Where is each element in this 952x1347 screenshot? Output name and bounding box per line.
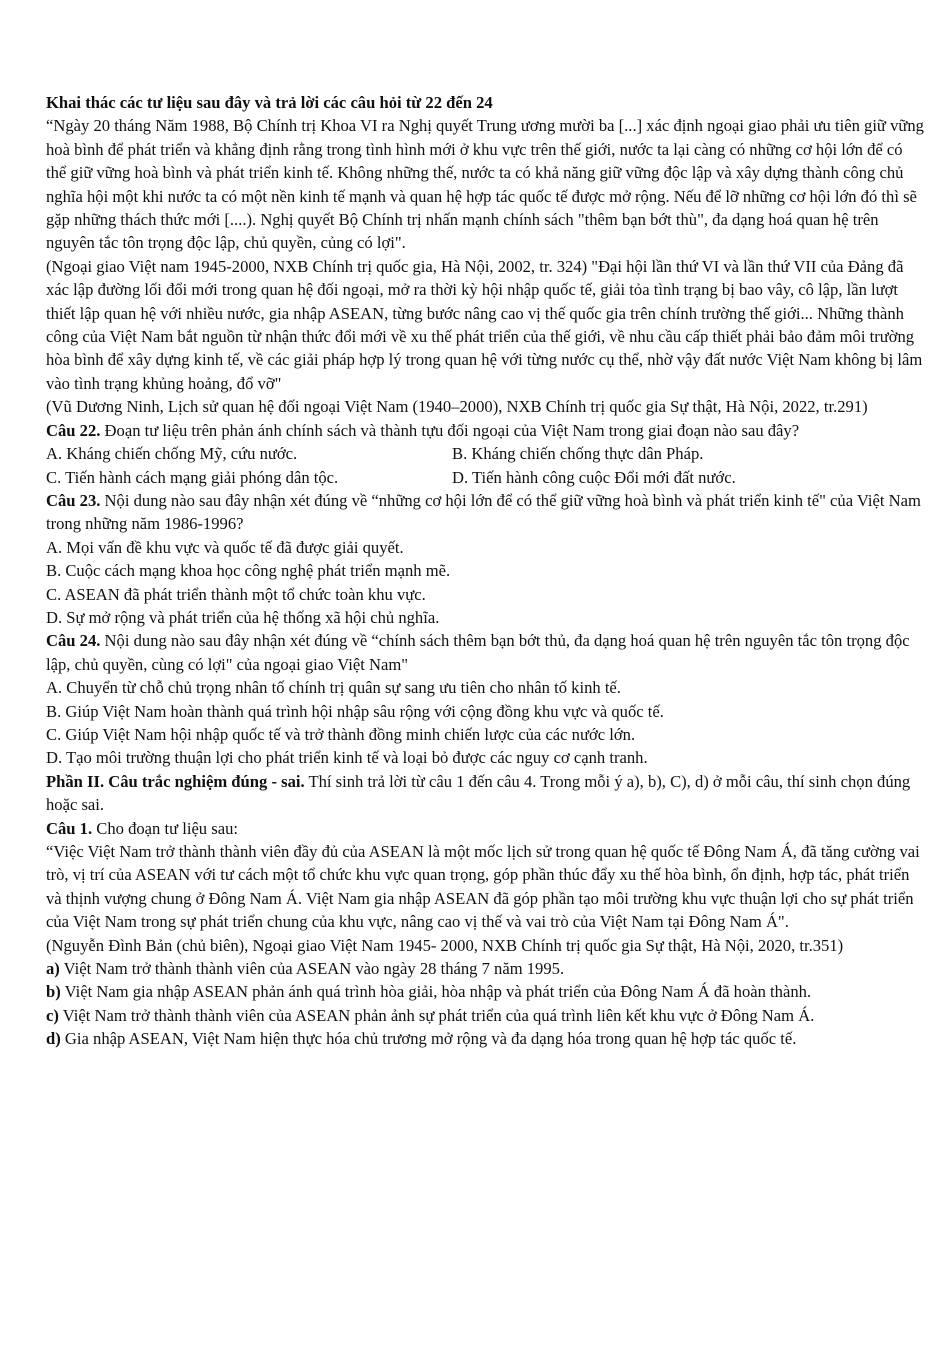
question-24 — [46, 629, 926, 676]
question-text: Đoạn tư liệu trên phản ánh chính sách và thành tựu đối ngoại của Việt Nam trong giai đoạn nào sau đây? — [100, 420, 800, 440]
question-text: Cho đoạn tư liệu sau: — [92, 818, 238, 838]
question-label: Câu 1. — [46, 818, 93, 838]
option-d: D. Sự mở rộng và phát triển của hệ thống xã hội chủ nghĩa. — [46, 607, 440, 627]
option-d: D. Tiến hành công cuộc Đổi mới đất nước. — [452, 467, 736, 487]
statement-a — [46, 957, 926, 980]
statement-label: a) — [46, 959, 60, 979]
document-body — [46, 91, 926, 1051]
question-1-source: (Nguyễn Đình Bản (chủ biên), Ngoại giao Việt Nam 1945- 2000, NXB Chính trị quốc gia Sự thật, Hà Nội, 2020, tr.351) — [46, 935, 844, 955]
statement-text: Gia nhập ASEAN, Việt Nam hiện thực hóa chủ trương mở rộng và đa dạng hóa trong quan hệ hợp tác quốc tế. — [60, 1029, 797, 1049]
question-label: Câu 24. — [46, 631, 101, 651]
question-23 — [46, 489, 926, 536]
option-c: C. Giúp Việt Nam hội nhập quốc tế và trở thành đồng minh chiến lược của các nước lớn. — [46, 724, 636, 744]
statement-b — [46, 980, 926, 1003]
part-2-label: Phần II. Câu trắc nghiệm đúng - sai. — [46, 771, 305, 791]
section-heading: Khai thác các tư liệu sau đây và trả lời các câu hỏi từ 22 đến 24 — [46, 93, 493, 112]
option-c: C. ASEAN đã phát triển thành một tổ chức toàn khu vực. — [46, 584, 426, 604]
statement-text: Việt Nam trở thành thành viên của ASEAN vào ngày 28 tháng 7 năm 1995. — [59, 959, 565, 979]
option-a: A. Chuyển từ chỗ chủ trọng nhân tố chính trị quân sự sang ưu tiên cho nhân tố kinh tế. — [46, 678, 621, 698]
passage-2-source: (Vũ Dương Ninh, Lịch sử quan hệ đối ngoại Việt Nam (1940–2000), NXB Chính trị quốc gia Sự thật, Hà Nội, 2022, tr.291) — [46, 397, 868, 417]
statement-label: b) — [46, 982, 61, 1002]
option-a: A. Mọi vấn đề khu vực và quốc tế đã được giải quyết. — [46, 537, 404, 557]
statement-label: d) — [46, 1029, 61, 1049]
option-c: C. Tiến hành cách mạng giải phóng dân tộc. — [46, 467, 339, 487]
question-22-options — [46, 442, 926, 489]
question-label: Câu 22. — [46, 420, 101, 440]
statement-label: c) — [46, 1005, 59, 1025]
passage-2: (Ngoại giao Việt nam 1945-2000, NXB Chính trị quốc gia, Hà Nội, 2002, tr. 324) "Đại hội lần thứ VI và lần thứ VII của Đảng đã xác lập đường lối đổi mới trong quan hệ đối ngoại, mở ra thời kỳ hội nhập quốc tế, giải tỏa tình trạng bị bao vây, cô lập, lần lượt thiết lập quan hệ với nhiều nước, gia nhập ASEAN, từng bước nâng cao vị thế quốc gia trên chính trường thế giới... Những thành công của Việt Nam bắt nguồn từ nhận thức đổi mới về xu thế phát triển của thế giới, về nhu cầu cấp thiết phải bảo đảm môi trường hòa bình để xây dựng kinh tế, về các giải pháp hợp lý trong quan hệ với từng nước cụ thể, nhờ vậy đất nước Việt Nam không bị lâm vào tình trạng khủng hoảng, đổ vỡ" — [46, 256, 923, 393]
statement-c — [46, 1004, 926, 1027]
statement-d — [46, 1027, 926, 1050]
statement-text: Việt Nam gia nhập ASEAN phản ánh quá trình hòa giải, hòa nhập và phát triển của Đông Nam Á đã hoàn thành. — [60, 982, 812, 1002]
question-text: Nội dung nào sau đây nhận xét đúng về “chính sách thêm bạn bớt thủ, đa dạng hoá quan hệ trên nguyên tắc tôn trọng độc lập, chủ quyền, cùng có lợi" của ngoại giao Việt Nam" — [46, 631, 910, 674]
question-22 — [46, 419, 926, 442]
question-1 — [46, 817, 926, 840]
option-a: A. Kháng chiến chống Mỹ, cứu nước. — [46, 444, 298, 464]
passage-1: “Ngày 20 tháng Năm 1988, Bộ Chính trị Khoa VI ra Nghị quyết Trung ương mười ba [...] xác định ngoại giao phải ưu tiên giữ vững hoà bình để phát triển và khẳng định rằng trong tình hình mới ở khu vực trên thế giới, nước ta lại càng có những cơ hội lớn để có thể giữ vững hoà bình và phát triển kinh tế. Không những thế, nước ta có khả năng giữ vững độc lập và xây dựng thành công chủ nghĩa hội một khi nước ta có một nền kinh tế mạnh và quan hệ hợp tác quốc tế được mở rộng. Nếu để lỡ những cơ hội lớn đó thì sẽ gặp những thách thức mới [....). Nghị quyết Bộ Chính trị nhấn mạnh chính sách "thêm bạn bớt thù", đa dạng hoá quan hệ trên nguyên tắc tôn trọng độc lập, chủ quyền, củng có lợi". — [46, 116, 924, 253]
part-2-instructions — [46, 770, 926, 817]
option-b: B. Giúp Việt Nam hoàn thành quá trình hội nhập sâu rộng với cộng đồng khu vực và quốc tế. — [46, 701, 664, 721]
question-1-passage: “Việc Việt Nam trở thành thành viên đầy đủ của ASEAN là một mốc lịch sử trong quan hệ quốc tế Đông Nam Á, đã tăng cường vai trò, vị trí của ASEAN với tư cách một tổ chức khu vực quan trọng, góp phần thúc đẩy xu thế hòa bình, ổn định, hợp tác, phát triển và thịnh vượng chung ở Đông Nam Á. Việt Nam gia nhập ASEAN đã góp phần tạo môi trường khu vực thuận lợi cho sự phát triển của Việt Nam trong sự phát triển chung của khu vực, nâng cao vị thế và vai trò của Việt Nam tại Đông Nam Á". — [46, 842, 920, 932]
option-b: B. Cuộc cách mạng khoa học công nghệ phát triển mạnh mẽ. — [46, 561, 451, 581]
option-d: D. Tạo môi trường thuận lợi cho phát triển kinh tế và loại bỏ được các nguy cơ cạnh tranh. — [46, 748, 648, 768]
option-b: B. Kháng chiến chống thực dân Pháp. — [452, 444, 704, 464]
question-label: Câu 23. — [46, 490, 101, 510]
question-text: Nội dung nào sau đây nhận xét đúng về “những cơ hội lớn để có thể giữ vững hoà bình và phát triển kinh tế" của Việt Nam trong những năm 1986-1996? — [46, 490, 921, 534]
part-2-text: Thí sinh trả lời từ câu 1 đến câu 4. Trong mỗi ý a), b), C), d) ở mỗi câu, thí sinh chọn đúng hoặc sai. — [46, 771, 911, 815]
statement-text: Việt Nam trở thành thành viên của ASEAN phản ảnh sự phát triển của quá trình liên kết khu vực ở Đông Nam Á. — [58, 1005, 815, 1025]
